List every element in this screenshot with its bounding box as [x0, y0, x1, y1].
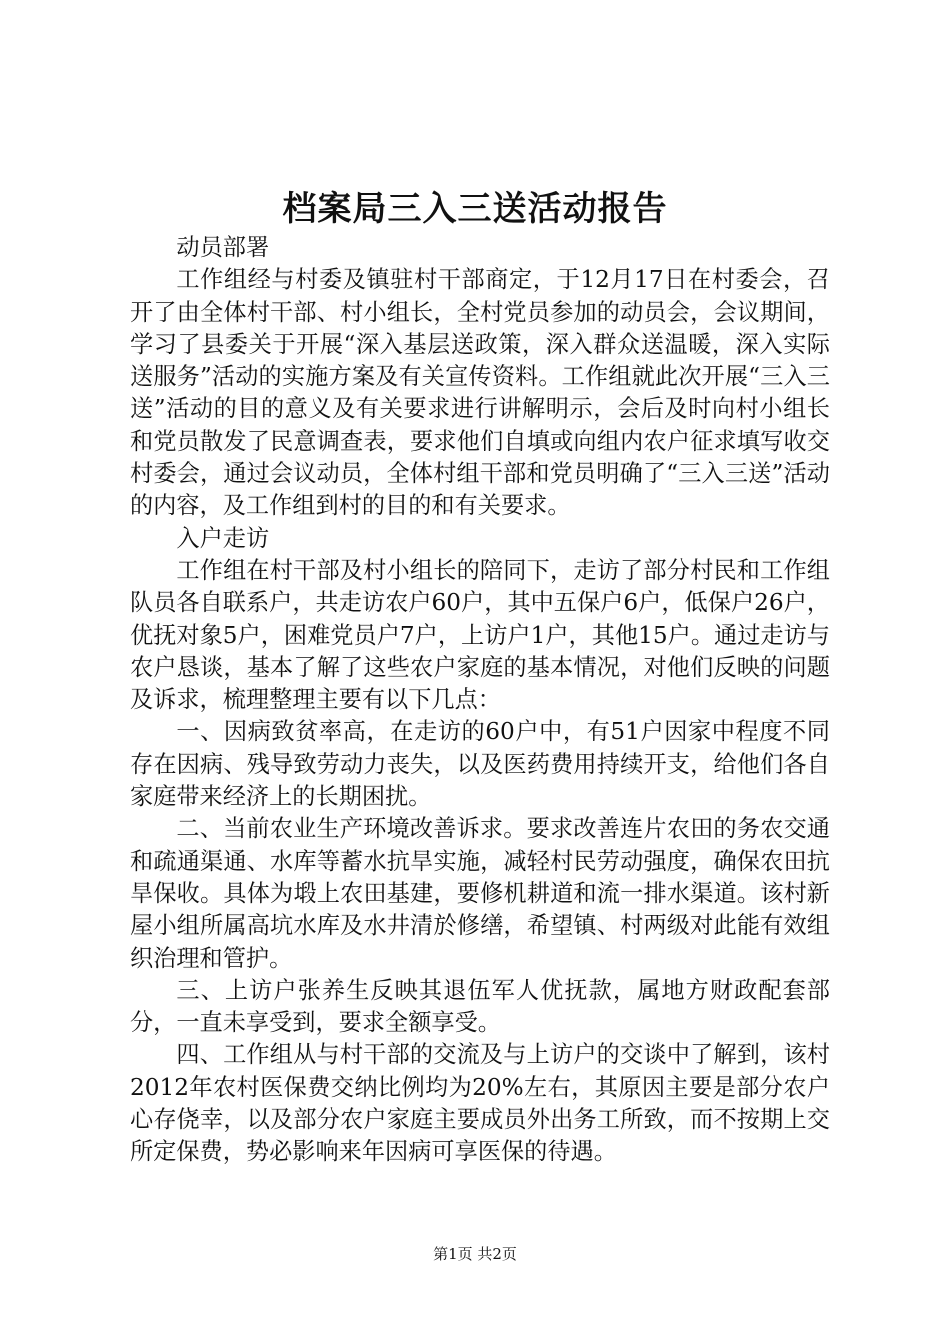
section-heading-home-visits: 入户走访: [176, 524, 270, 552]
paragraph-point-2: 二、当前农业生产环境改善诉求。要求改善连片农田的务农交通和疏通渠通、水库等蓄水抗旱实施，减轻村民劳动强度，确保农田抗旱保收。具体为塅上农田基建，要修机耕道和流一排水渠道。该村新屋小组所属高坑水库及水井清於修缮，希望镇、村两级对此能有效组织治理和管护。: [130, 815, 830, 972]
paragraph-mobilization: 工作组经与村委及镇驻村干部商定，于12月17日在村委会，召开了由全体村干部、村小组长，全村党员参加的动员会，会议期间，学习了县委关于开展“深入基层送政策，深入群众送温暖，深入实际送服务”活动的实施方案及有关宣传资料。工作组就此次开展“三入三送”活动的目的意义及有关要求进行讲解明示，会后及时向村小组长和党员散发了民意调查表，要求他们自填或向组内农户征求填写收交村委会，通过会议动员，全体村组干部和党员明确了“三入三送”活动的内容，及工作组到村的目的和有关要求。: [130, 266, 830, 520]
section-heading-mobilization: 动员部署: [176, 234, 270, 261]
paragraph-point-1: 一、因病致贫率高，在走访的60户中，有51户因家中程度不同存在因病、残导致劳动力丧失，以及医药费用持续开支，给他们各自家庭带来经济上的长期困扰。: [130, 718, 830, 811]
paragraph-point-4: 四、工作组从与村干部的交流及与上访户的交谈中了解到，该村2012年农村医保费交纳比例均为20%左右，其原因主要是部分农户心存侥幸，以及部分农户家庭主要成员外出务工所致，而不按期上交所定保费，势必影响来年因病可享医保的待遇。: [130, 1041, 830, 1166]
paragraph-point-3: 三、上访户张养生反映其退伍军人优抚款，属地方财政配套部分，一直未享受到，要求全额享受。: [130, 976, 830, 1037]
document-body: [130, 232, 830, 1169]
page-footer: 第1页 共2页: [433, 1245, 517, 1263]
page-title: 档案局三入三送活动报告: [282, 189, 668, 229]
paragraph-home-visits: 工作组在村干部及村小组长的陪同下，走访了部分村民和工作组队员各自联系户，共走访农户60户，其中五保户6户，低保户26户，优抚对象5户，困难党员户7户，上访户1户，其他15户。通过走访与农户恳谈，基本了解了这些农户家庭的基本情况，对他们反映的问题及诉求，梳理整理主要有以下几点：: [130, 556, 830, 714]
